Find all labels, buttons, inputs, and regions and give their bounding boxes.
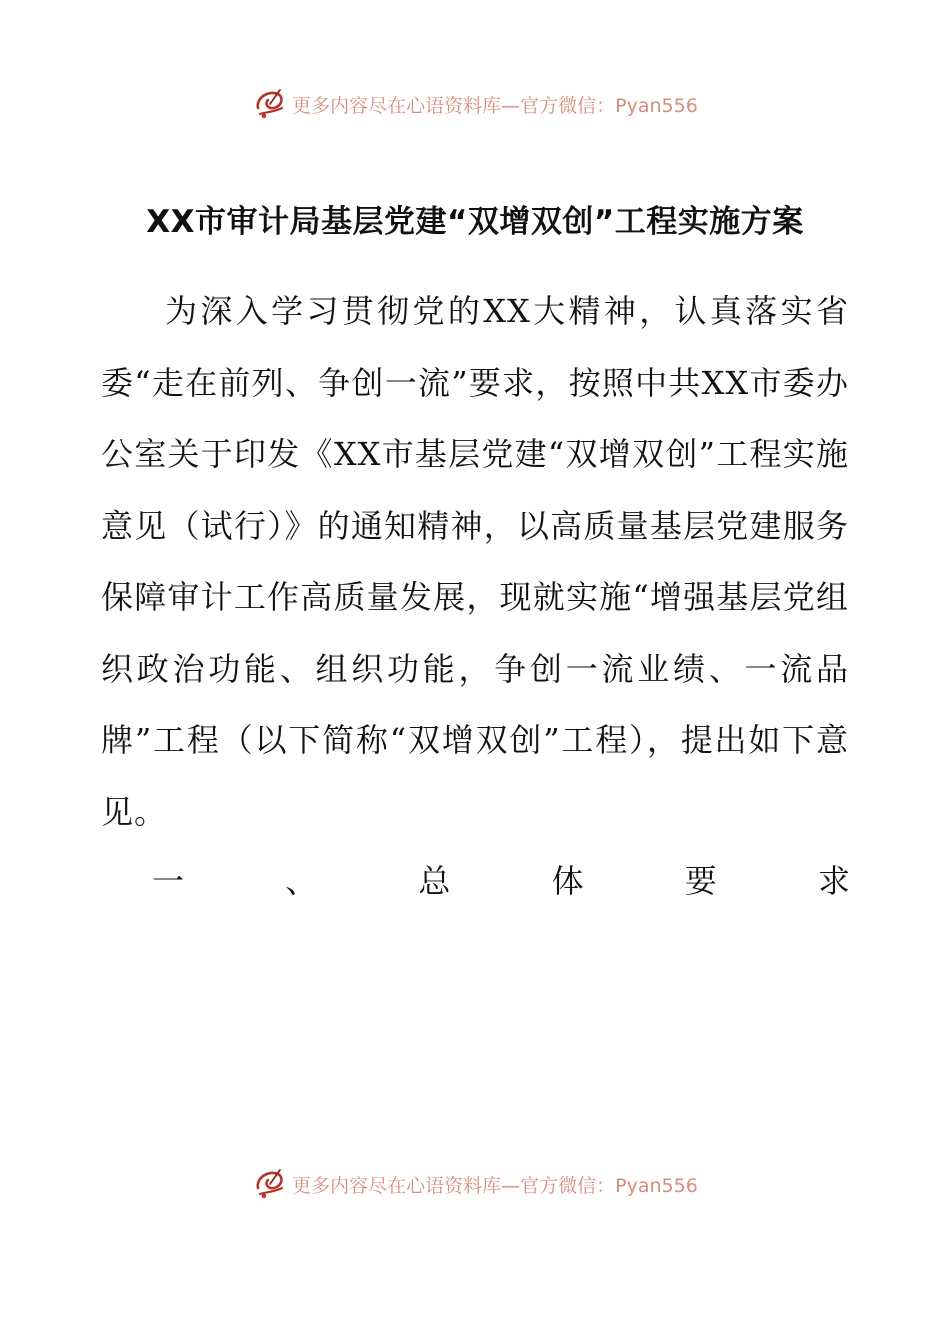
- section-heading-char: 求: [817, 862, 850, 900]
- section-heading-general-requirements: [152, 846, 850, 918]
- quill-swirl-logo-icon: [252, 86, 288, 122]
- section-heading-char: 总: [418, 862, 451, 900]
- section-heading-char: 一: [152, 862, 185, 900]
- section-heading-char: 、: [285, 862, 318, 900]
- footer-watermark-banner: [0, 1162, 950, 1206]
- section-heading-char: 要: [684, 862, 717, 900]
- body-paragraph: 为深入学习贯彻党的XX大精神，认真落实省委“走在前列、争创一流”要求，按照中共XX市委办公室关于印发《XX市基层党建“双增双创”工程实施意见（试行）》的通知精神，以高质量基层党建服务保障审计工作高质量发展，现就实施“增强基层党组织政治功能、组织功能，争创一流业绩、一流品牌”工程（以下简称“双增双创”工程），提出如下意见。: [101, 292, 849, 831]
- watermark-text: 更多内容尽在心语资料库—官方微信：Pyan556: [292, 94, 698, 117]
- section-heading-char: 体: [551, 862, 584, 900]
- watermark-text: 更多内容尽在心语资料库—官方微信：Pyan556: [292, 1174, 698, 1197]
- quill-swirl-logo-icon: [252, 1166, 288, 1202]
- header-watermark-banner: [0, 82, 950, 126]
- document-title: XX市审计局基层党建“双增双创”工程实施方案: [146, 204, 804, 240]
